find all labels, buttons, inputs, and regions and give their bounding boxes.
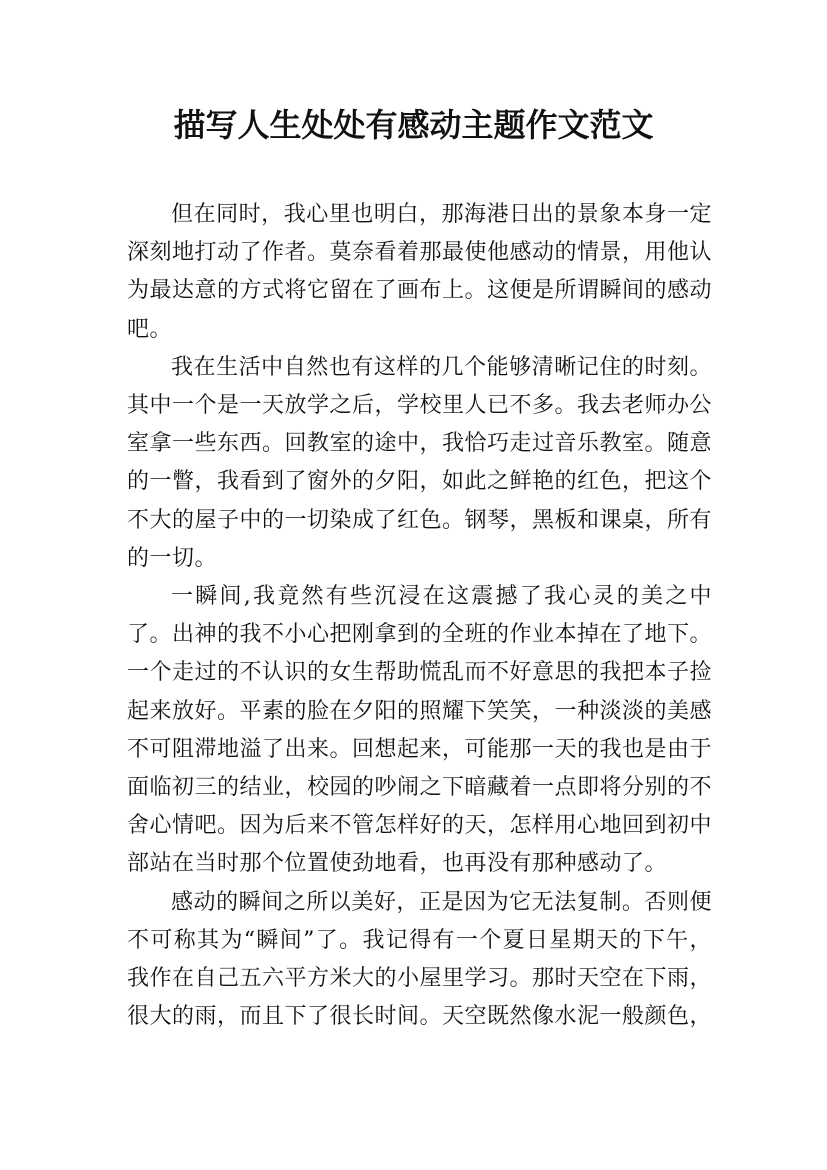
paragraph-4: 感动的瞬间之所以美好，正是因为它无法复制。否则便不可称其为“瞬间”了。我记得有一个夏日星期天的下午，我作在自己五六平方米大的小屋里学习。那时天空在下雨，很大的雨，而且下了很长时间。天空既然像水泥一般颜色， — [127, 889, 713, 1030]
document-title: 描写人生处处有感动主题作文范文 — [173, 106, 654, 144]
paragraph-2: 我在生活中自然也有这样的几个能够清晰记住的时刻。其中一个是一天放学之后，学校里人已不多。我去老师办公室拿一些东西。回教室的途中，我恰巧走过音乐教室。随意的一瞥，我看到了窗外的夕阳，如此之鲜艳的红色，把这个不大的屋子中的一切染成了红色。钢琴，黑板和课桌，所有的一切。 — [127, 354, 713, 571]
document-body — [127, 196, 712, 1036]
paragraph-1: 但在同时，我心里也明白，那海港日出的景象本身一定深刻地打动了作者。莫奈看着那最使他感动的情景，用他认为最达意的方式将它留在了画布上。这便是所谓瞬间的感动吧。 — [127, 202, 713, 342]
paragraph-3: 一瞬间,我竟然有些沉浸在这震撼了我心灵的美之中了。出神的我不小心把刚拿到的全班的作业本掉在了地下。一个走过的不认识的女生帮助慌乱而不好意思的我把本子捡起来放好。平素的脸在夕阳的照耀下笑笑，一种淡淡的美感不可阻滞地溢了出来。回想起来，可能那一天的我也是由于面临初三的结业，校园的吵闹之下暗藏着一点即将分别的不舍心情吧。因为后来不管怎样好的天，怎样用心地回到初中部站在当时那个位置使劲地看，也再没有那种感动了。 — [127, 584, 713, 877]
